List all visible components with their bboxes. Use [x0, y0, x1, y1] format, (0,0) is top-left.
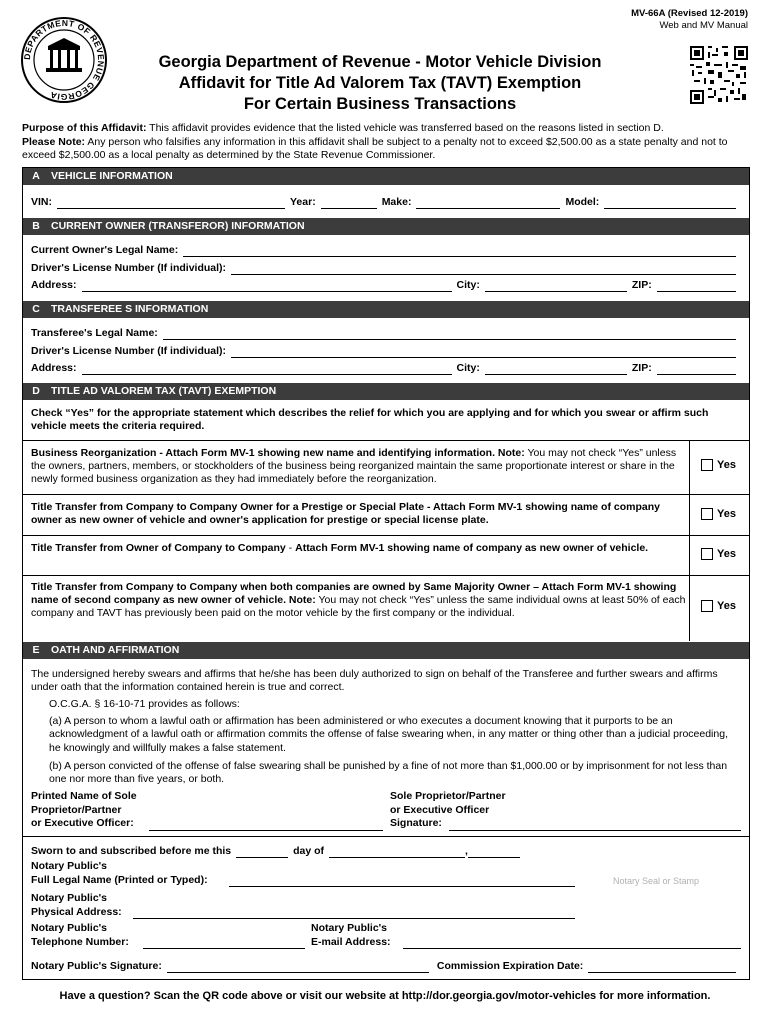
option-3-bold2: Attach Form MV-1 showing name of company as new owner of vehicle.	[295, 542, 649, 554]
sworn-month-field[interactable]	[329, 846, 465, 858]
option-2-text: Title Transfer from Company to Company Owner for a Prestige or Special Plate - Attach Form MV-1 showing name of company owner as new owner of vehicle and owner's application for prestige or special license plate.	[31, 501, 660, 527]
notary-signature-label: Notary Public's Signature:	[31, 960, 162, 972]
section-a-letter: A	[32, 170, 40, 182]
notary-phone-label-2: Telephone Number:	[31, 935, 129, 948]
option-1-text: You may not check “Yes” unless the owners, partners, members, or stockholders of the business being reorganized maintain the same proportionate interest or share in the newly formed business organization as they had immediately before the reorganization.	[31, 447, 677, 486]
option-prestige-plate	[23, 494, 749, 535]
signature-label-3: Signature:	[390, 817, 442, 829]
current-owner-address-row	[31, 278, 741, 292]
title-line-1: Georgia Department of Revenue - Motor Vehicle Division	[158, 53, 602, 71]
option-1-yes-checkbox[interactable]	[701, 459, 736, 471]
printed-name-label-1: Printed Name of Sole	[31, 790, 137, 802]
svg-text:DEPARTMENT OF REVENUE GEORGIA: DEPARTMENT OF REVENUE GEORGIA	[21, 17, 107, 103]
printed-name-label-3: or Executive Officer:	[31, 817, 134, 829]
transferee-address-label: Address:	[31, 362, 77, 374]
section-b-letter: B	[32, 220, 40, 232]
notary-physical-field[interactable]	[133, 907, 575, 919]
printed-name-field[interactable]	[149, 819, 383, 831]
title-line-2: Affidavit for Title Ad Valorem Tax (TAVT) Exemption	[178, 74, 582, 92]
printed-name-label	[31, 790, 137, 831]
notary-fullname-field[interactable]	[229, 875, 575, 887]
notary-phone-label	[31, 922, 129, 949]
make-label: Make:	[381, 196, 412, 208]
oath-paragraph: The undersigned hereby swears and affirms that he/she has been duly authorized to sign on behalf of the Transferee and further swears and affirms under oath that the information contained herein is true and correct.	[31, 668, 718, 694]
notary-seal-placeholder: Notary Seal or Stamp	[613, 876, 700, 886]
section-d-title: TITLE AD VALOREM TAX (TAVT) EXEMPTION	[51, 385, 277, 397]
option-3-bold: Title Transfer from Owner of Company to Company	[31, 542, 286, 554]
option-owner-to-company	[23, 535, 749, 575]
qr-code[interactable]	[690, 46, 748, 104]
option-1-bold: Business Reorganization - Attach Form MV-1 showing new name and identifying information. Note:	[31, 447, 525, 459]
day-of-label: day of	[293, 845, 325, 857]
notary-fullname-label-2: Full Legal Name (Printed or Typed):	[31, 873, 208, 886]
section-c-letter: C	[32, 303, 40, 315]
current-owner-license-field[interactable]	[231, 263, 736, 275]
checkbox[interactable]	[701, 459, 713, 471]
make-field[interactable]	[416, 197, 560, 209]
vehicle-info-row	[31, 195, 741, 209]
option-3-sep: -	[285, 542, 296, 554]
georgia-revenue-seal	[20, 16, 108, 104]
section-e-header	[23, 642, 749, 659]
ocga-paragraph-a: (a) A person to whom a lawful oath or affirmation has been administered or who executes a document knowing that it purports to be an acknowledgment of a lawful oath or affirmation commits the offense of false swearing when, in any matter or thing other than a judicial proceeding, he knowingly and willfully makes a false statement.	[49, 715, 728, 754]
model-label: Model:	[565, 196, 600, 208]
current-owner-name-label: Current Owner's Legal Name:	[31, 244, 179, 256]
checkbox[interactable]	[701, 548, 713, 560]
current-owner-address-field[interactable]	[82, 280, 452, 292]
notary-phone-label-1: Notary Public's	[31, 922, 108, 934]
notary-physical-label	[31, 892, 122, 919]
notary-physical-label-2: Physical Address:	[31, 905, 122, 918]
transferee-zip-label: ZIP:	[631, 362, 652, 374]
sworn-year-field[interactable]	[468, 846, 520, 858]
option-4-bold: Title Transfer from Company to Company when both companies are owned by Same Majority Owner – Attach Form MV-1 showing name of second company as new owner of vehicle. Note:	[31, 581, 677, 607]
section-e-title: OATH AND AFFIRMATION	[51, 644, 180, 656]
intro-text	[22, 122, 750, 163]
yes-label: Yes	[717, 600, 736, 612]
section-c-header	[23, 301, 749, 318]
form-subtitle: Web and MV Manual	[659, 20, 748, 31]
current-owner-name-row	[31, 243, 741, 257]
transferee-name-row	[31, 326, 741, 340]
transferee-name-label: Transferee's Legal Name:	[31, 327, 158, 339]
section-a-header	[23, 168, 749, 185]
yes-label: Yes	[717, 548, 736, 560]
section-b-header	[23, 218, 749, 235]
checkbox[interactable]	[701, 508, 713, 520]
option-2-yes-checkbox[interactable]	[701, 508, 736, 520]
option-4-text: You may not check “Yes” unless the same individual owns at least 50% of each company and TAVT has previously been paid on the motor vehicle by the first company or the individual.	[31, 594, 686, 620]
sworn-label: Sworn to and subscribed before me this	[31, 845, 232, 857]
section-a-title: VEHICLE INFORMATION	[51, 170, 173, 182]
current-owner-zip-label: ZIP:	[631, 279, 652, 291]
notary-email-label-2: E-mail Address:	[311, 935, 391, 948]
notary-email-field[interactable]	[403, 937, 741, 949]
signature-label-2: or Executive Officer	[390, 803, 490, 816]
transferee-address-field[interactable]	[82, 363, 452, 375]
note-label: Please Note:	[22, 135, 86, 148]
current-owner-zip-field[interactable]	[657, 280, 736, 292]
notary-phone-field[interactable]	[143, 937, 305, 949]
section-e-letter: E	[32, 644, 40, 656]
section-d-header	[23, 383, 749, 400]
notary-email-label-1: Notary Public's	[311, 922, 388, 934]
form-identifier	[631, 8, 748, 32]
transferee-city-label: City:	[456, 362, 480, 374]
title-line-3: For Certain Business Transactions	[243, 95, 517, 113]
checkbox[interactable]	[701, 600, 713, 612]
option-business-reorganization	[23, 440, 749, 494]
option-3-yes-checkbox[interactable]	[701, 548, 736, 560]
commission-expiration-field[interactable]	[588, 961, 736, 973]
ocga-paragraph-b: (b) A person convicted of the offense of false swearing shall be punished by a fine of not more than $1,000.00 or by imprisonment for not less than one nor more than five years, or both.	[49, 760, 728, 786]
signature-label-1: Sole Proprietor/Partner	[390, 790, 506, 802]
current-owner-city-field[interactable]	[485, 280, 627, 292]
year-field[interactable]	[321, 197, 377, 209]
sworn-day-field[interactable]	[236, 846, 288, 858]
notary-fullname-label-1: Notary Public's	[31, 860, 108, 872]
transferee-zip-field[interactable]	[657, 363, 736, 375]
notary-signature-field[interactable]	[167, 961, 429, 973]
transferee-name-field[interactable]	[163, 328, 736, 340]
page-title	[110, 52, 650, 115]
section-b-title: CURRENT OWNER (TRANSFEROR) INFORMATION	[51, 220, 305, 232]
year-label: Year:	[290, 196, 316, 208]
current-owner-name-field[interactable]	[183, 245, 736, 257]
current-owner-license-label: Driver's License Number (If individual):	[31, 262, 227, 274]
notary-fullname-label	[31, 860, 208, 887]
notary-physical-label-1: Notary Public's	[31, 892, 108, 904]
transferee-license-label: Driver's License Number (If individual):	[31, 345, 227, 357]
vin-field[interactable]	[57, 197, 285, 209]
notary-email-label	[311, 922, 391, 949]
sworn-row	[31, 844, 591, 858]
signature-field[interactable]	[449, 819, 741, 831]
option-same-majority-owner	[23, 575, 749, 641]
transferee-license-field[interactable]	[231, 346, 736, 358]
transferee-license-row	[31, 344, 741, 358]
current-owner-address-label: Address:	[31, 279, 77, 291]
note-text: Any person who falsifies any information in this affidavit shall be subject to a penalty not to exceed $2,500.00 as a state penalty and not to exceed $2,500.00 as a local penalty as determined by the State Revenue Commissioner.	[22, 135, 728, 161]
vin-label: VIN:	[31, 196, 52, 208]
section-c-title: TRANSFEREE S INFORMATION	[51, 303, 209, 315]
purpose-text: This affidavit provides evidence that the listed vehicle was transferred based on the reasons listed in section D.	[146, 122, 664, 134]
printed-name-label-2: Proprietor/Partner	[31, 803, 122, 816]
form-number: MV-66A (Revised 12-2019)	[631, 8, 748, 19]
model-field[interactable]	[604, 197, 736, 209]
yes-label: Yes	[717, 508, 736, 520]
comma: ,	[465, 845, 468, 857]
footer-help-text: Have a question? Scan the QR code above or visit our website at http://dor.georgia.gov/motor-vehicles for more information.	[59, 990, 711, 1002]
current-owner-city-label: City:	[456, 279, 480, 291]
section-d-letter: D	[32, 385, 40, 397]
transferee-city-field[interactable]	[485, 363, 627, 375]
exemption-instructions: Check “Yes” for the appropriate statement which describes the relief for which you are applying and for which you swear or affirm such vehicle meets the criteria required.	[31, 407, 709, 433]
purpose-label: Purpose of this Affidavit:	[22, 122, 147, 134]
option-4-yes-checkbox[interactable]	[701, 600, 736, 612]
current-owner-license-row	[31, 261, 741, 275]
notary-signature-row	[31, 959, 741, 973]
commission-expiration-label: Commission Expiration Date:	[436, 960, 584, 972]
form-body	[22, 167, 750, 980]
transferee-address-row	[31, 361, 741, 375]
yes-label: Yes	[717, 459, 736, 471]
ocga-citation: O.C.G.A. § 16-10-71 provides as follows:	[49, 698, 240, 710]
divider	[23, 836, 749, 837]
